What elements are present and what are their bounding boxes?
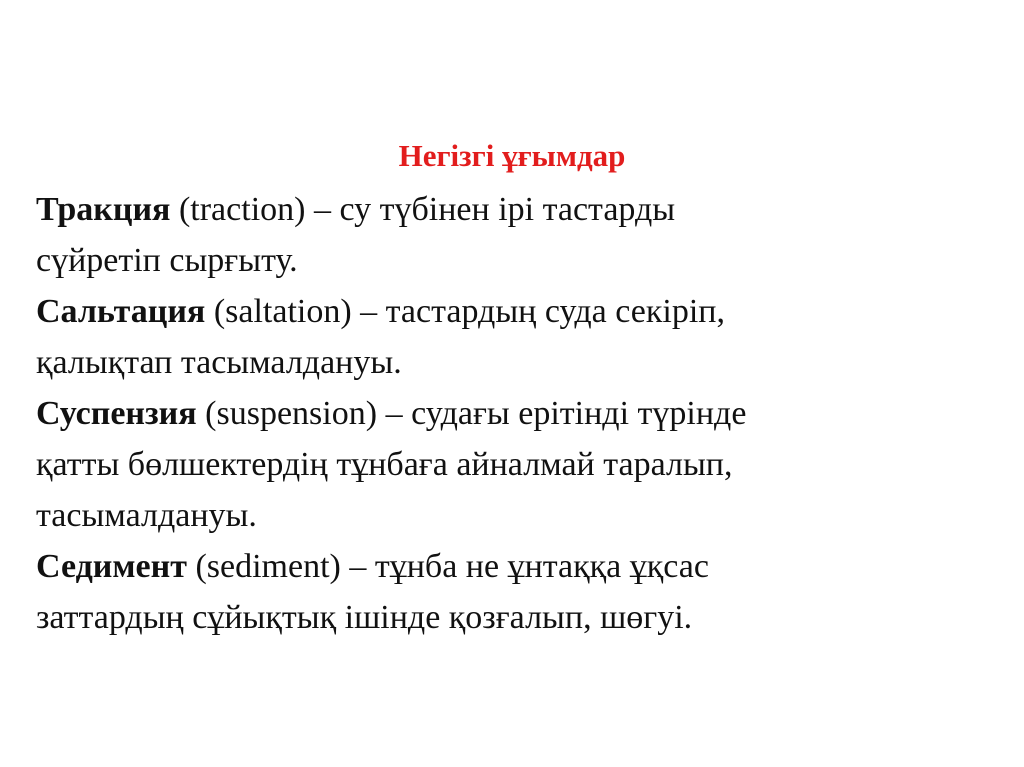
definition-saltation	[36, 286, 976, 388]
term-name: Седимент	[36, 548, 187, 585]
term-english: (traction)	[178, 191, 306, 228]
definition-text: – судағы ерітінді түрінде	[385, 395, 747, 432]
definition-line: заттардың сұйықтық ішінде қозғалып, шөгуі.	[36, 599, 693, 636]
term-english: (sediment)	[195, 548, 341, 585]
term-name: Тракция	[36, 191, 171, 228]
definition-text: – тұнба не ұнтаққа ұқсас	[349, 548, 709, 585]
definition-line: тасымалдануы.	[36, 497, 257, 534]
definitions-list	[36, 184, 976, 643]
definition-text: – су түбінен ірі тастарды	[313, 191, 676, 228]
term-english: (suspension)	[205, 395, 378, 432]
definition-line	[36, 541, 976, 592]
definition-line: қалықтап тасымалдануы.	[36, 344, 402, 381]
term-name: Сальтация	[36, 293, 206, 330]
slide-title: Негізгі ұғымдар	[398, 138, 626, 173]
definition-sediment	[36, 541, 976, 643]
definition-suspension	[36, 388, 976, 541]
definition-line	[36, 286, 976, 337]
definition-traction	[36, 184, 976, 286]
term-english: (saltation)	[213, 293, 352, 330]
definition-line: қатты бөлшектердің тұнбаға айналмай таралып,	[36, 446, 733, 483]
definition-line	[36, 388, 976, 439]
definition-text: – тастардың суда секіріп,	[360, 293, 725, 330]
definition-line: сүйретіп сырғыту.	[36, 242, 298, 279]
term-name: Суспензия	[36, 395, 197, 432]
definition-line	[36, 184, 976, 235]
